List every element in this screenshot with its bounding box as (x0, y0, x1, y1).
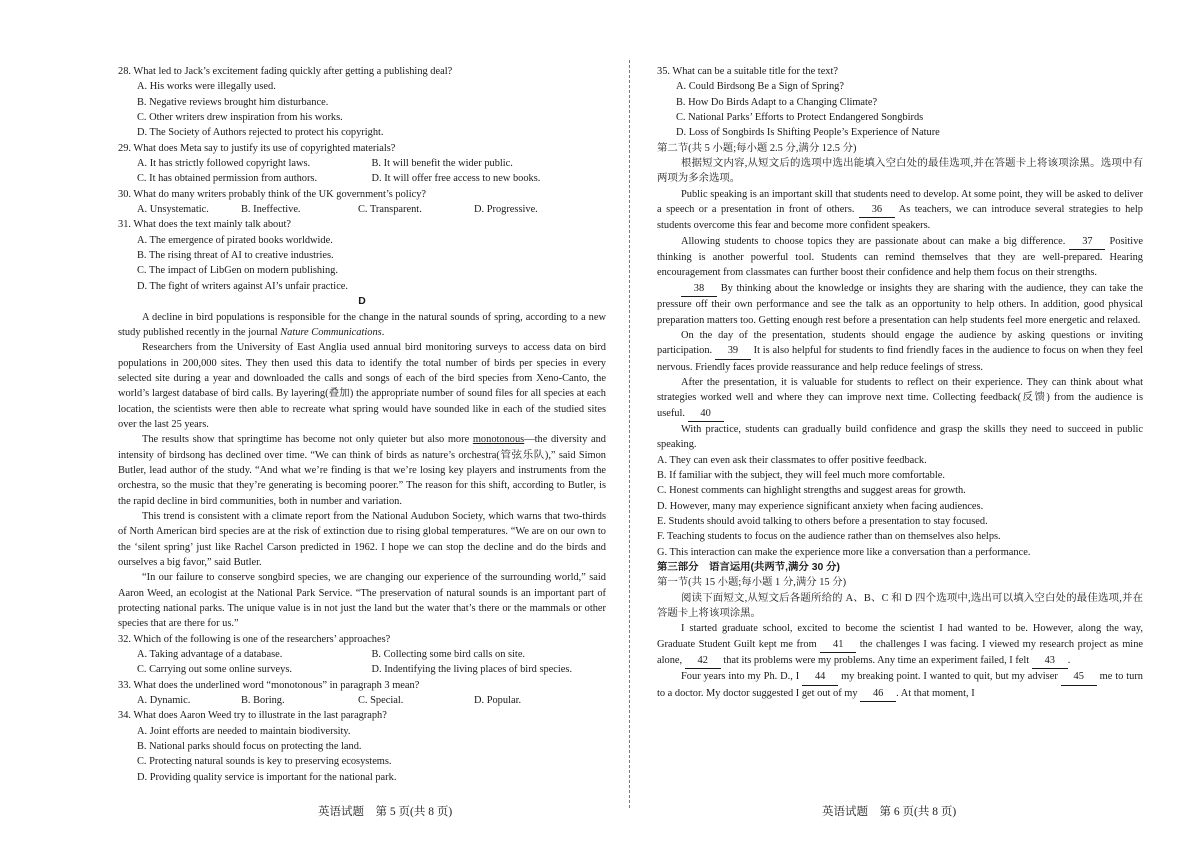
option-d: D. Providing quality service is important for the national park. (137, 771, 397, 783)
page-footer-left: 英语试题 第 5 页(共 8 页) (318, 806, 453, 818)
blank-39[interactable]: 39 (715, 343, 751, 359)
option-a: A. His works were illegally used. (137, 81, 276, 93)
option-b: B. National parks should focus on protecting the land. (137, 741, 362, 753)
right-page (657, 64, 1143, 702)
option-c: C. Carrying out some online surveys. (137, 664, 292, 676)
part-3-title: 第三部分 语言运用(共两节,满分 30 分) (657, 562, 840, 573)
question-30 (118, 187, 606, 218)
cloze-paragraph-3: 38 By thinking about the knowledge or insights they are sharing with the audience, they can take the pressure off their own performance and see the talk as an opportunity to help others. In addition, good physical preparation matters too. Getting enough rest before a presentation can help students feel more energetic and relaxed. (657, 282, 1143, 326)
blank-40[interactable]: 40 (688, 406, 724, 422)
option-a: A. It has strictly followed copyright laws. (137, 158, 311, 170)
section-2-title: 第二节(共 5 小题;每小题 2.5 分,满分 12.5 分) (657, 142, 857, 154)
option-item: C. Honest comments can highlight strengths and suggest areas for growth. (657, 485, 966, 497)
cloze-paragraph-6: With practice, students can gradually build confidence and grasp the skills they need to succeed in public speaking. (657, 423, 1143, 451)
option-item: E. Students should avoid talking to others before a presentation to stay focused. (657, 515, 988, 527)
option-d: D. Indentifying the living places of bird species. (371, 664, 573, 676)
cloze-paragraph-5: After the presentation, it is valuable for students to reflect on their experience. They can think about what strategies worked well and where they can improve next time. Collecting feedback(反馈) from the audience is useful. 40 (657, 375, 1143, 422)
question-stem: 28. What led to Jack’s excitement fading quickly after getting a publishing deal? (118, 66, 453, 77)
options-list (657, 453, 1143, 560)
option-d: D. The fight of writers against AI’s unfair practice. (137, 280, 349, 292)
option-c: C. The impact of LibGen on modern publishing. (137, 265, 338, 277)
option-d: D. The Society of Authors rejected to protect his copyright. (137, 127, 384, 139)
option-d: D. Progressive. (474, 204, 538, 216)
question-35 (657, 64, 1143, 141)
passage-paragraph-1: A decline in bird populations is responsible for the change in the natural sounds of spring, according to a new study published recently in the journal Nature Communications. (118, 311, 606, 338)
cloze-paragraph-4: On the day of the presentation, students should engage the audience by asking questions or inviting participation. 39 It is also helpful for students to find friendly faces in the audience to focus on when they feel nervous. Friendly faces provide reassurance and help reduce feelings of stress. (657, 329, 1143, 373)
option-c: C. It has obtained permission from authors. (137, 173, 318, 185)
blank-41[interactable]: 41 (820, 637, 856, 653)
section-2-instructions: 根据短文内容,从短文后的选项中选出能填入空白处的最佳选项,并在答题卡上将该项涂黑。选项中有两项为多余选项。 (657, 158, 1143, 185)
blank-36[interactable]: 36 (859, 202, 895, 218)
option-b: B. How Do Birds Adapt to a Changing Climate? (676, 96, 878, 108)
blank-45[interactable]: 45 (1061, 669, 1097, 685)
question-34 (118, 708, 606, 785)
question-28 (118, 64, 606, 141)
question-stem: 31. What does the text mainly talk about? (118, 219, 291, 231)
part-3-section-1-title: 第一节(共 15 小题;每小题 1 分,满分 15 分) (657, 577, 847, 589)
option-item: B. If familiar with the subject, they will feel much more comfortable. (657, 469, 945, 481)
cloze-passage-paragraph-1: I started graduate school, excited to become the scientist I had wanted to be. However, along the way, Graduate Student Guilt kept me from 41 the challenges I was facing. I viewed my research project as mine alone, 42 that its problems were my problems. Any time an experiment failed, I felt 43 . (657, 621, 1143, 669)
blank-46[interactable]: 46 (860, 686, 896, 702)
underlined-word: monotonous (472, 434, 525, 446)
journal-name: Nature Communications (280, 326, 382, 338)
option-d: D. Popular. (474, 695, 522, 707)
option-b: B. Ineffective. (241, 204, 301, 216)
question-stem: 34. What does Aaron Weed try to illustrate in the last paragraph? (118, 710, 387, 722)
option-c: C. Special. (358, 695, 404, 707)
question-stem: 32. Which of the following is one of the researchers’ approaches? (118, 633, 391, 645)
blank-43[interactable]: 43 (1032, 653, 1068, 669)
blank-42[interactable]: 42 (685, 653, 721, 669)
page-footer-right: 英语试题 第 6 页(共 8 页) (822, 806, 957, 818)
passage-paragraph-3: The results show that springtime has become not only quieter but also more monotonous—the diversity and intensity of birdsong has declined over time. “We can think of birds as nature’s orchestra(管弦乐队),” said Simon Butler, lead author of the study. “And what we’re finding is that we’re losing key players and instruments from the orchestra, so the music that they’re generating is becoming poorer.” The reason for this shift, according to Butler, is the rapid decline in bird communities, both in number and variation. (118, 434, 606, 507)
cloze-passage-paragraph-2: Four years into my Ph. D., I 44 my breaking point. I wanted to quit, but my adviser 45 me to turn to a doctor. My doctor suggested I get out of my 46 . At that moment, I (657, 669, 1143, 702)
passage-paragraph-2: Researchers from the University of East Anglia used annual bird monitoring surveys to access data on bird populations in 200,000 sites. They then used this data to identify the total number of birds per species in every selected site during a year and downloaded the calls and songs of each of the bird species from Xeno-Canto, the world’s largest database of bird calls. By layering(叠加) the appropriate number of sound files for all species at each location, the scientists were then able to recreate what spring would have sounded like in each of the studied sites over the last 25 years. (118, 342, 606, 430)
blank-44[interactable]: 44 (802, 669, 838, 685)
option-c: C. National Parks’ Efforts to Protect Endangered Songbirds (676, 112, 924, 124)
section-d-heading: D (358, 296, 366, 308)
option-d: D. It will offer free access to new books. (371, 173, 541, 185)
question-stem: 30. What do many writers probably think of the UK government’s policy? (118, 188, 426, 200)
question-32 (118, 632, 606, 678)
option-a: A. Unsystematic. (137, 204, 209, 216)
blank-38[interactable]: 38 (681, 281, 717, 297)
option-c: C. Other writers drew inspiration from his works. (137, 112, 343, 124)
option-d: D. Loss of Songbirds Is Shifting People’s Experience of Nature (676, 127, 940, 139)
option-b: B. Boring. (241, 695, 285, 707)
option-c: C. Transparent. (358, 204, 422, 216)
option-b: B. Collecting some bird calls on site. (371, 649, 526, 661)
left-page (118, 64, 606, 785)
cloze-paragraph-2: Allowing students to choose topics they are passionate about can make a big difference. 37 Positive thinking is another powerful tool. Students can remind themselves that they are well-prepared. Hearing encouragement from classmates can further boost their confidence and help them focus on their strengths. (657, 235, 1144, 279)
option-b: B. Negative reviews brought him disturbance. (137, 96, 329, 108)
page-divider (629, 60, 630, 808)
cloze-paragraph-1: Public speaking is an important skill that students need to develop. At some point, they will be asked to deliver a speech or a presentation in front of others. 36 As teachers, we can introduce several strategies to help students overcome this fear and become more confident speakers. (657, 188, 1143, 232)
blank-37[interactable]: 37 (1069, 234, 1105, 250)
passage-paragraph-5: “In our failure to conserve songbird species, we are changing our experience of the surrounding world,” said Aaron Weed, an ecologist at the National Park Service. “The preservation of natural sounds is an important part of protecting national parks. The unique value is in not just the land but the water that’s there or the mammals or other species that are there for us.” (118, 572, 606, 630)
question-33 (118, 678, 606, 709)
option-a: A. The emergence of pirated books worldwide. (137, 234, 333, 246)
question-stem: 35. What can be a suitable title for the text? (657, 66, 838, 77)
part-3-instructions: 阅读下面短文,从短文后各题所给的 A、B、C 和 D 四个选项中,选出可以填入空白处的最佳选项,并在答题卡上将该项涂黑。 (657, 592, 1143, 620)
option-item: G. This interaction can make the experience more like a conversation than a performance. (657, 546, 1031, 558)
option-item: F. Teaching students to focus on the audience rather than on themselves also helps. (657, 531, 1001, 543)
option-item: A. They can even ask their classmates to offer positive feedback. (657, 454, 927, 466)
question-29 (118, 141, 606, 187)
option-c: C. Protecting natural sounds is key to preserving ecosystems. (137, 756, 392, 768)
option-b: B. The rising threat of AI to creative industries. (137, 250, 334, 262)
option-a: A. Could Birdsong Be a Sign of Spring? (676, 81, 844, 93)
question-31 (118, 217, 606, 294)
option-b: B. It will benefit the wider public. (371, 158, 513, 170)
option-a: A. Dynamic. (137, 695, 191, 707)
option-a: A. Taking advantage of a database. (137, 649, 283, 661)
question-stem: 33. What does the underlined word “monotonous” in paragraph 3 mean? (118, 679, 420, 691)
option-a: A. Joint efforts are needed to maintain biodiversity. (137, 725, 351, 737)
question-stem: 29. What does Meta say to justify its use of copyrighted materials? (118, 142, 396, 154)
option-item: D. However, many may experience significant anxiety when facing audiences. (657, 500, 984, 512)
passage-paragraph-4: This trend is consistent with a climate report from the National Audubon Society, which warns that two-thirds of North American bird species are at the risk of extinction due to rising global temperatures. “We are on our own to the ‘silent spring’ just like Rachel Carson predicted in 1962. I hope we can stop the decline and do the birds and ourselves a big favor,” said Butler. (118, 510, 606, 568)
